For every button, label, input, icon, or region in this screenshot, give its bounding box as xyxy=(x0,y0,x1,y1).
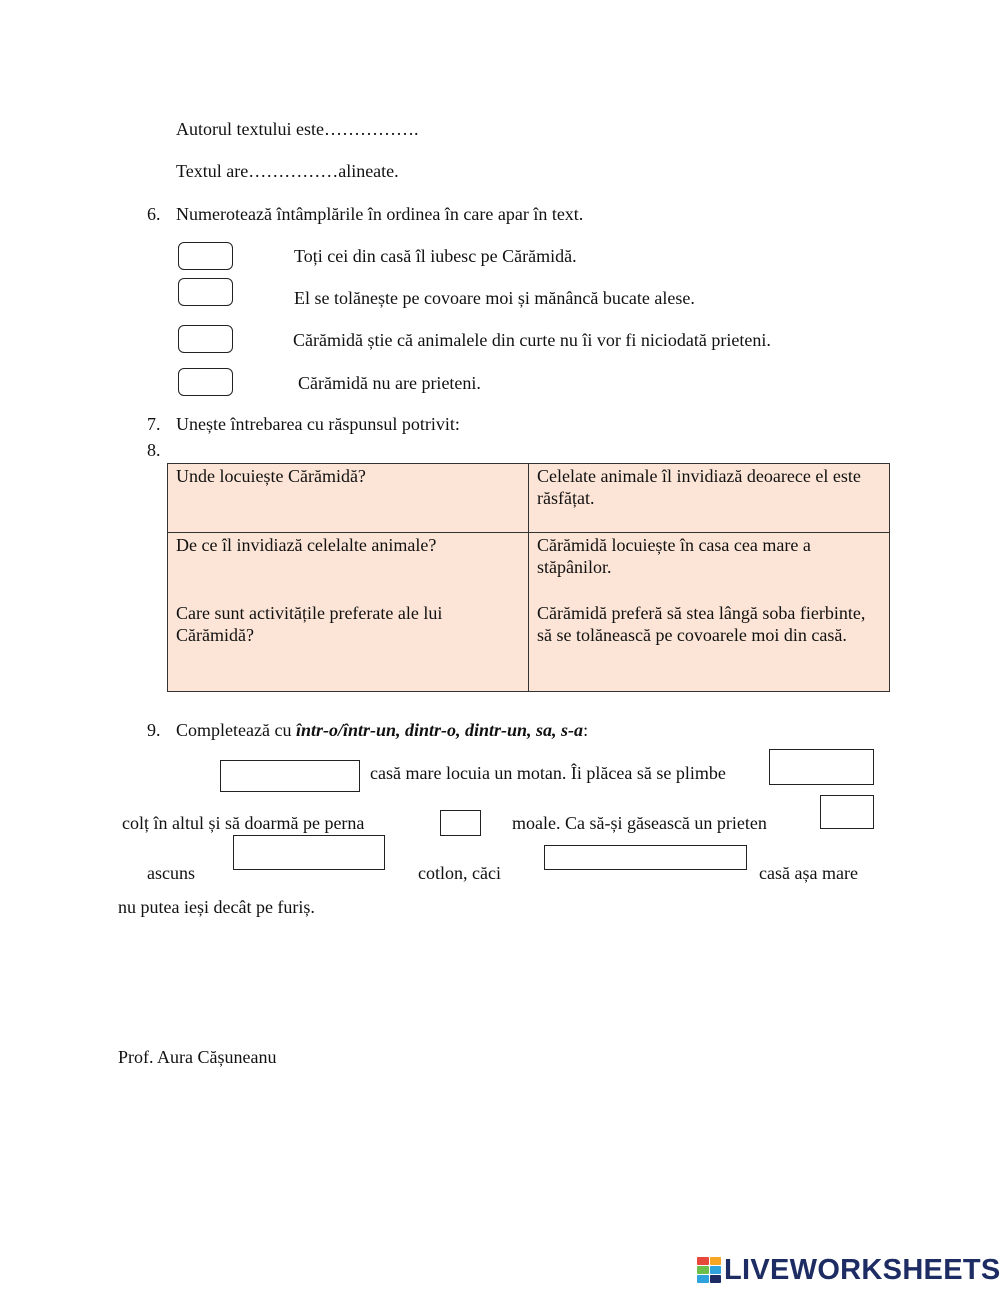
answer-2: Cărămidă locuiește în casa cea mare a stăpânilor. xyxy=(537,535,811,577)
question-3: Care sunt activitățile preferate ale lui Cărămidă? xyxy=(176,603,443,645)
question-1: Unde locuiește Cărămidă? xyxy=(176,466,366,486)
q6-number: 6. xyxy=(147,204,161,224)
q8-number: 8. xyxy=(147,440,161,460)
fill-fragment-2: colț în altul și să doarmă pe perna xyxy=(122,813,365,833)
signature: Prof. Aura Cășuneanu xyxy=(118,1047,277,1067)
logo-block xyxy=(697,1275,709,1283)
question-cell[interactable] xyxy=(168,464,529,533)
liveworksheets-logo xyxy=(697,1254,1000,1286)
blank-3[interactable] xyxy=(440,810,481,836)
q9-prompt-start: Completează cu xyxy=(176,720,296,740)
fill-fragment-7: nu putea ieși decât pe furiș. xyxy=(118,897,315,917)
logo-blocks-icon xyxy=(697,1257,721,1283)
order-box-1[interactable] xyxy=(178,242,233,270)
logo-block xyxy=(710,1257,722,1265)
q7-prompt: Unește întrebarea cu răspunsul potrivit: xyxy=(176,414,460,434)
answer-cell[interactable] xyxy=(529,533,890,692)
blank-1[interactable] xyxy=(220,760,360,792)
matching-table xyxy=(167,463,890,692)
answer-cell[interactable] xyxy=(529,464,890,533)
q7-number: 7. xyxy=(147,414,161,434)
fill-fragment-5: cotlon, căci xyxy=(418,863,501,883)
blank-5[interactable] xyxy=(233,835,385,870)
paragraphs-line: Textul are……………alineate. xyxy=(176,161,399,181)
logo-text: LIVEWORKSHEETS xyxy=(724,1253,1000,1286)
question-cell[interactable] xyxy=(168,533,529,692)
q9-prompt xyxy=(176,719,588,741)
q6-prompt: Numerotează întâmplările în ordinea în care apar în text. xyxy=(176,204,584,224)
logo-block xyxy=(697,1266,709,1274)
order-box-4[interactable] xyxy=(178,368,233,396)
author-line: Autorul textului este……………. xyxy=(176,119,419,139)
logo-block xyxy=(710,1275,722,1283)
q9-prompt-options: într-o/într-un, dintr-o, dintr-un, sa, s-a xyxy=(295,720,584,740)
logo-block xyxy=(710,1266,722,1274)
blank-2[interactable] xyxy=(769,749,874,785)
fill-fragment-6: casă așa mare xyxy=(759,863,858,883)
order-box-3[interactable] xyxy=(178,325,233,353)
question-2: De ce îl invidiază celelalte animale? xyxy=(176,535,437,555)
blank-4[interactable] xyxy=(820,795,874,829)
q6-item-1: Toți cei din casă îl iubesc pe Cărămidă. xyxy=(294,246,577,266)
q9-number: 9. xyxy=(147,720,161,740)
blank-6[interactable] xyxy=(544,845,747,870)
table-row xyxy=(168,533,890,692)
fill-fragment-3: moale. Ca să-și găsească un prieten xyxy=(512,813,767,833)
fill-fragment-1: casă mare locuia un motan. Îi plăcea să se plimbe xyxy=(370,763,726,783)
fill-fragment-4: ascuns xyxy=(147,863,195,883)
logo-block xyxy=(697,1257,709,1265)
answer-3: Cărămidă preferă să stea lângă soba fierbinte, să se tolănească pe covoarele moi din casă. xyxy=(537,603,866,645)
table-row xyxy=(168,464,890,533)
answer-1: Celelate animale îl invidiază deoarece el este răsfățat. xyxy=(537,466,861,508)
q6-item-2: El se tolănește pe covoare moi și mănâncă bucate alese. xyxy=(294,288,695,308)
q6-item-3: Cărămidă știe că animalele din curte nu îi vor fi niciodată prieteni. xyxy=(293,330,771,350)
q9-prompt-end: : xyxy=(583,720,589,740)
order-box-2[interactable] xyxy=(178,278,233,306)
q6-item-4: Cărămidă nu are prieteni. xyxy=(298,373,481,393)
